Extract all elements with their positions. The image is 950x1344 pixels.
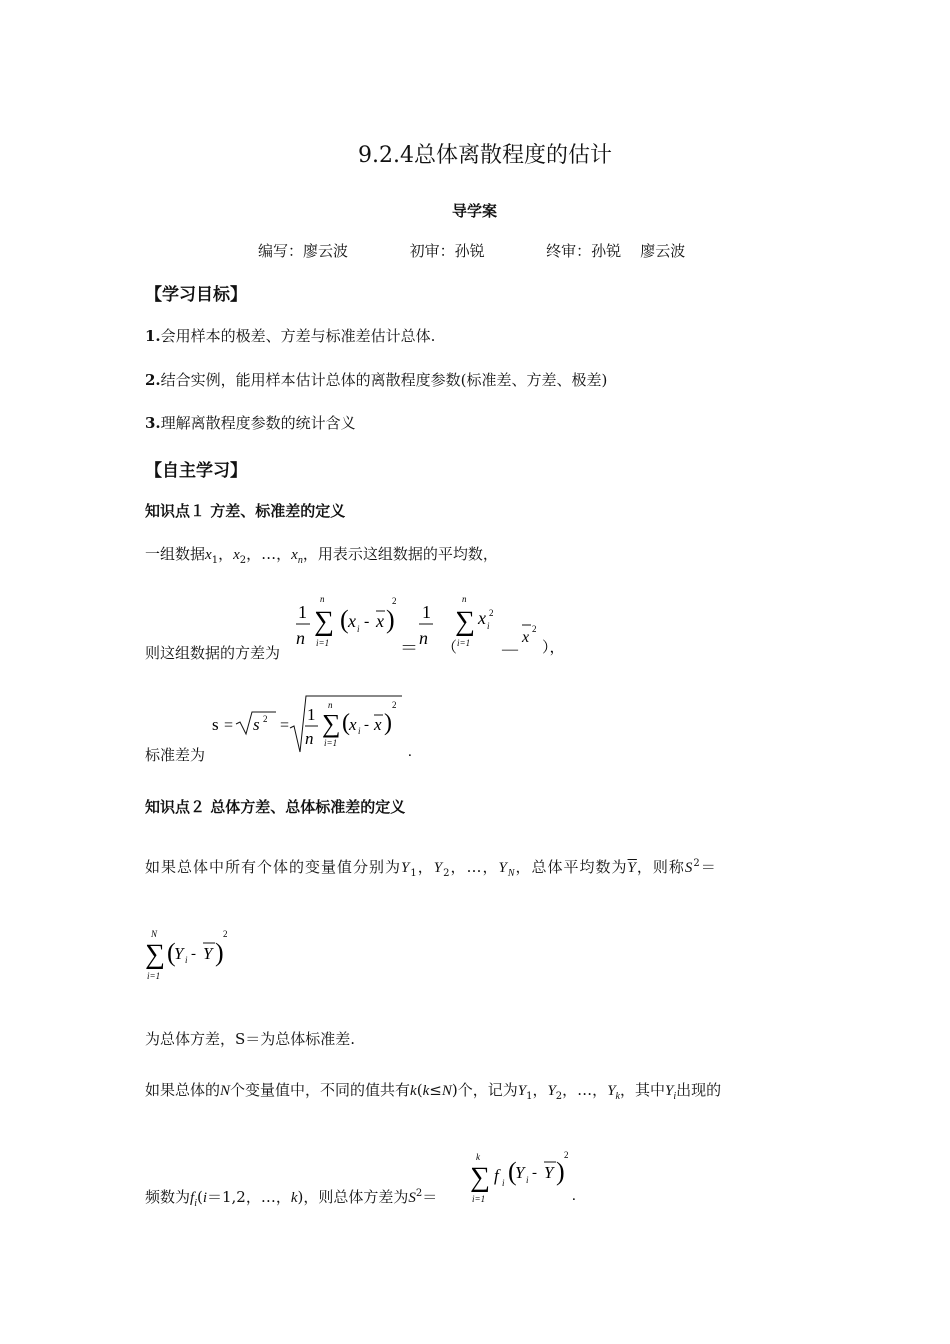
kp2-title: 知识点２ 总体方差、总体标准差的定义 xyxy=(145,798,406,816)
svg-text:=: = xyxy=(280,717,290,734)
svg-text:): ) xyxy=(215,938,224,967)
svg-text:∑: ∑ xyxy=(470,1162,490,1193)
svg-text:n: n xyxy=(419,628,428,648)
svg-text:—: — xyxy=(502,641,518,658)
kp1-title: 知识点１ 方差、标准差的定义 xyxy=(145,502,346,520)
svg-text:(: ( xyxy=(508,1157,517,1186)
credit-author: 编写：廖云波 xyxy=(258,242,349,260)
svg-text:-: - xyxy=(532,1165,537,1181)
std-label: 标准差为 xyxy=(145,746,206,764)
svg-text:∑: ∑ xyxy=(145,939,165,970)
svg-text:): ) xyxy=(556,1157,565,1186)
kp2-line3: 如果总体的N个变量值中，不同的值共有k(k≤N)个，记为$Y_1$，$Y_2$，…，$Y_k$，其中$Y_i$出现的 xyxy=(145,1081,722,1102)
svg-text:k: k xyxy=(476,1152,480,1162)
kp1-line1: 一组数据$x_1$，$x_2$，…，$x_n$，用表示这组数据的平均数， xyxy=(145,545,498,566)
svg-text:n: n xyxy=(320,594,325,604)
kp2-line4: 频数为$f_i(i=1,2$，…，k)，则总体方差为$S^2=$ xyxy=(145,1188,438,1209)
svg-text:1: 1 xyxy=(298,602,307,622)
svg-text:i: i xyxy=(358,726,361,736)
svg-text:∑: ∑ xyxy=(314,606,334,637)
svg-text:(: ( xyxy=(342,710,350,736)
svg-text:-: - xyxy=(364,717,369,733)
page-title: 9.2.4总体离散程度的估计 xyxy=(358,143,612,168)
svg-text:-: - xyxy=(191,946,196,962)
svg-text:），: ）， xyxy=(542,640,565,656)
goal-item-2: 2.结合实例，能用样本估计总体的离散程度参数(标准差、方差、极差) xyxy=(145,371,608,389)
population-variance-formula xyxy=(145,925,255,985)
goals-heading: 【学习目标】 xyxy=(145,285,247,305)
svg-text:Y: Y xyxy=(174,944,184,963)
svg-text:i: i xyxy=(487,621,490,631)
credit-first-review: 初审：孙锐 xyxy=(409,242,485,260)
svg-text:s: s xyxy=(253,715,260,734)
svg-text:): ) xyxy=(386,605,395,634)
svg-text:i=1: i=1 xyxy=(147,971,161,981)
svg-text:x: x xyxy=(376,611,384,631)
page-subtitle: 导学案 xyxy=(452,202,498,220)
svg-text:2: 2 xyxy=(392,700,397,710)
svg-text:=: = xyxy=(224,717,234,734)
svg-text:＝: ＝ xyxy=(400,638,418,658)
svg-text:∑: ∑ xyxy=(455,606,475,637)
svg-text:(: ( xyxy=(340,605,349,634)
svg-text:2: 2 xyxy=(532,624,537,634)
self-study-heading: 【自主学习】 xyxy=(145,461,247,481)
svg-text:x: x xyxy=(374,715,382,734)
svg-text:Y: Y xyxy=(515,1163,525,1182)
svg-text:i=1: i=1 xyxy=(457,638,471,648)
svg-text:2: 2 xyxy=(392,596,397,606)
frequency-variance-formula xyxy=(470,1148,600,1208)
svg-text:2: 2 xyxy=(223,929,228,939)
svg-text:2: 2 xyxy=(489,608,494,618)
credits-line xyxy=(258,240,685,261)
svg-text:Y: Y xyxy=(203,944,213,963)
svg-text:(: ( xyxy=(167,938,176,967)
svg-text:n: n xyxy=(328,700,333,710)
kp2-line2: 为总体方差，S＝为总体标准差. xyxy=(145,1030,356,1048)
svg-text:s: s xyxy=(212,715,219,734)
svg-text:i=1: i=1 xyxy=(316,638,330,648)
svg-text:x: x xyxy=(478,608,486,628)
svg-text:∑: ∑ xyxy=(322,709,341,738)
svg-text:N: N xyxy=(151,929,158,939)
svg-text:f: f xyxy=(494,1166,499,1185)
variance-label: 则这组数据的方差为 xyxy=(145,644,281,662)
svg-text:n: n xyxy=(296,628,305,648)
svg-text:x: x xyxy=(522,629,530,646)
svg-text:Y: Y xyxy=(544,1163,554,1182)
svg-text:i=1: i=1 xyxy=(472,1194,486,1204)
svg-text:i: i xyxy=(502,1178,505,1188)
svg-text:.: . xyxy=(572,1188,576,1204)
svg-text:x: x xyxy=(349,715,357,734)
svg-text:i: i xyxy=(526,1175,529,1185)
svg-text:2: 2 xyxy=(263,714,268,724)
svg-text:（: （ xyxy=(442,640,458,656)
svg-text:1: 1 xyxy=(307,705,316,724)
svg-text:1: 1 xyxy=(422,602,431,622)
svg-text:.: . xyxy=(408,744,412,760)
svg-text:x: x xyxy=(348,611,356,631)
svg-text:): ) xyxy=(384,710,392,736)
svg-text:i=1: i=1 xyxy=(324,738,338,748)
goal-item-1: 1.会用样本的极差、方差与标准差估计总体. xyxy=(145,327,436,345)
svg-text:n: n xyxy=(462,594,467,604)
svg-text:i: i xyxy=(185,955,188,965)
std-formula xyxy=(210,690,420,760)
goal-item-3: 3.理解离散程度参数的统计含义 xyxy=(145,414,356,432)
kp2-line1: 如果总体中所有个体的变量值分别为$Y_1$，$Y_2$，…，$Y_N$，总体平均数为$\overline{Y}$，则称$S^2=$ xyxy=(145,858,717,879)
credit-final-review: 终审：孙锐 廖云波 xyxy=(546,242,686,260)
svg-text:n: n xyxy=(305,729,314,748)
svg-text:-: - xyxy=(364,613,370,630)
svg-text:i: i xyxy=(357,624,360,634)
variance-formula xyxy=(292,594,582,664)
svg-text:2: 2 xyxy=(564,1150,569,1160)
